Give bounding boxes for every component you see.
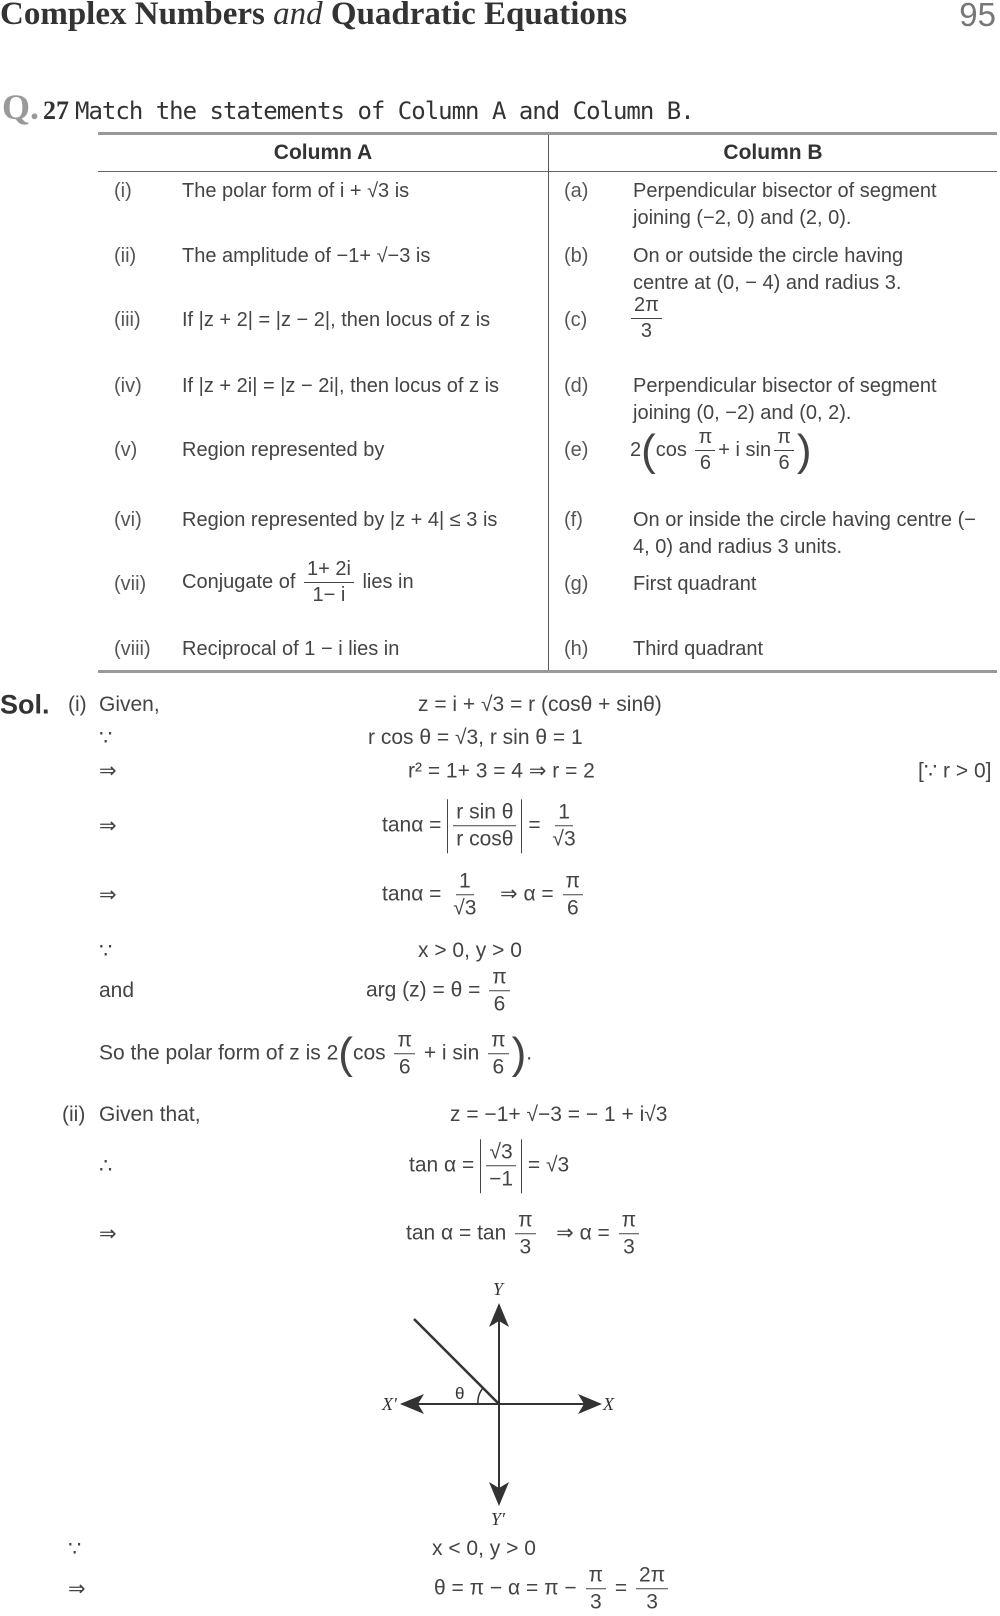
theta-label: θ [455,1384,465,1403]
column-a-item: If |z + 2i| = |z − 2i|, then locus of z is [182,375,500,397]
numerator: 1 [555,799,573,826]
paren-close: ) [796,426,812,475]
fraction [636,1562,668,1616]
column-b-item: Third quadrant [633,638,764,660]
row-label: (b) [564,245,589,267]
x-axis-label: X [603,1394,614,1414]
text: θ = π − α = π − [434,1576,577,1600]
fraction [586,1562,607,1616]
header-title-part1: Complex Numbers [0,0,265,32]
row-label: (a) [564,180,589,202]
denominator: 6 [398,1055,411,1079]
denominator: 6 [492,1055,505,1079]
denominator: r cosθ [456,827,514,851]
column-b-item: Perpendicular bisector of segment joining (0, −2) and (0, 2). [633,375,937,424]
paren-open: ( [641,426,656,475]
implies-symbol: ⇒ [99,883,117,907]
denominator: 3 [646,1590,658,1614]
numerator: π [774,425,794,451]
row-label: (v) [114,439,138,461]
and-label: and [99,979,135,1002]
row-label: (f) [564,509,583,531]
since-symbol: ∵ [99,726,113,750]
implies-symbol: ⇒ [99,759,117,783]
denominator: √3 [552,827,576,851]
column-a-item: The amplitude of −1+ √−3 is [182,245,431,267]
denominator: −1 [489,1167,514,1191]
question-marker: Q. [2,87,40,127]
implies-symbol: ⇒ [99,814,117,838]
column-b-item: On or outside the circle having centre at (0, − 4) and radius 3. [633,245,904,294]
denominator: 6 [566,896,579,920]
numerator: π [695,425,715,451]
since-symbol: ∵ [99,939,113,963]
column-a-item: The polar form of i + √3 is [182,180,410,202]
text: cos [655,438,687,461]
text: So the polar form of z is 2 [99,1041,339,1065]
text: cos [352,1041,386,1065]
part-label: (ii) [62,1103,86,1126]
header-title-italic: and [273,0,323,32]
denominator: √3 [453,896,477,920]
denominator: 6 [699,452,711,474]
text: Conjugate of [182,570,296,593]
row-label: (e) [564,439,589,461]
equation: x < 0, y > 0 [432,1537,536,1560]
column-a-item: Reciprocal of 1 − i lies in [182,638,400,660]
paren-open: ( [338,1029,353,1078]
text: + i sin [718,438,772,461]
therefore-symbol: ∴ [99,1154,113,1178]
text: lies in [362,570,414,593]
numerator: 2π [636,1562,668,1589]
column-a-item: If |z + 2| = |z − 2|, then locus of z is [182,309,491,331]
text: = [528,813,541,837]
numerator: √3 [486,1139,515,1166]
row-label: (h) [564,638,589,660]
text: ⇒ α = [500,882,554,906]
coefficient: 2 [630,438,642,461]
row-label: (viii) [114,638,151,660]
row-label: (d) [564,375,589,397]
equation: r cos θ = √3, r sin θ = 1 [368,726,583,749]
text: arg (z) = θ = [366,978,481,1002]
denominator: 6 [493,992,506,1016]
given-label: Given, [99,693,160,716]
header-title-part2: Quadratic Equations [330,0,628,32]
numerator: π [619,1207,640,1234]
column-b-item: First quadrant [633,573,757,595]
denominator: 3 [623,1235,635,1259]
question-text: Match the statements of Column A and Column B. [75,97,694,125]
numerator: 1 [456,868,474,895]
x-prime-axis-label: X′ [382,1394,397,1414]
angle-arc [478,1388,483,1404]
equation: z = −1+ √−3 = − 1 + i√3 [450,1103,668,1126]
y-axis-label: Y [493,1279,504,1299]
numerator: π [586,1562,607,1589]
row-label: (ii) [114,245,137,267]
row-label: (i) [114,180,132,202]
column-a-item: Region represented by |z + 4| ≤ 3 is [182,509,498,531]
numerator: 1+ 2i [304,557,354,583]
column-b-item: On or inside the circle having centre (− 4, 0) and radius 3 units. [633,509,976,558]
denominator: 3 [640,320,653,342]
text: tan α = tan [406,1221,507,1245]
equation: r² = 1+ 3 = 4 ⇒ r = 2 [408,759,595,783]
text: tanα = [382,813,442,837]
implies-symbol: ⇒ [99,1222,117,1246]
numerator: π [489,964,510,991]
text: + i sin [423,1041,480,1065]
text: = √3 [527,1153,570,1177]
row-label: (iv) [114,375,142,397]
column-b-item: Perpendicular bisector of segment joining (−2, 0) and (2, 0). [633,180,937,229]
row-label: (g) [564,573,589,595]
column-b-header: Column B [723,141,823,164]
row-label: (iii) [114,309,141,331]
given-label: Given that, [99,1103,201,1126]
since-symbol: ∵ [68,1537,82,1561]
numerator: r sin θ [453,799,516,826]
equation: z = i + √3 = r (cosθ + sinθ) [418,693,662,716]
equation [434,1562,671,1616]
row-label: (vi) [114,509,142,531]
text: ⇒ α = [556,1221,610,1245]
numerator: π [488,1027,509,1054]
question-number: 27 [43,96,70,125]
paren-close: ) [511,1029,527,1078]
part-label: (i) [68,693,87,716]
column-a-header: Column A [273,141,373,164]
text: tan α = [409,1153,475,1177]
side-note: [∵ r > 0] [918,759,992,783]
text: tanα = [382,882,442,906]
numerator: π [563,868,584,895]
denominator: 3 [589,1590,602,1614]
page-number: 95 [959,0,996,33]
implies-symbol: ⇒ [68,1577,86,1601]
row-label: (c) [564,309,588,331]
numerator: π [394,1027,415,1054]
numerator: 2π [631,293,662,319]
equation: x > 0, y > 0 [418,939,522,962]
numerator: π [515,1207,536,1234]
solution-marker: Sol. [0,689,50,720]
denominator: 3 [519,1235,532,1259]
y-prime-axis-label: Y′ [491,1509,505,1529]
column-a-item: Region represented by [182,439,385,461]
denominator: 1− i [312,584,346,606]
denominator: 6 [778,452,790,474]
conclusion: So the polar form of z is 2(cos $\frac{\pi}{6}$ + i sin $\frac{\pi}{6}$ ). [99,1027,532,1081]
text: = [614,1576,628,1600]
row-label: (vii) [114,573,147,595]
